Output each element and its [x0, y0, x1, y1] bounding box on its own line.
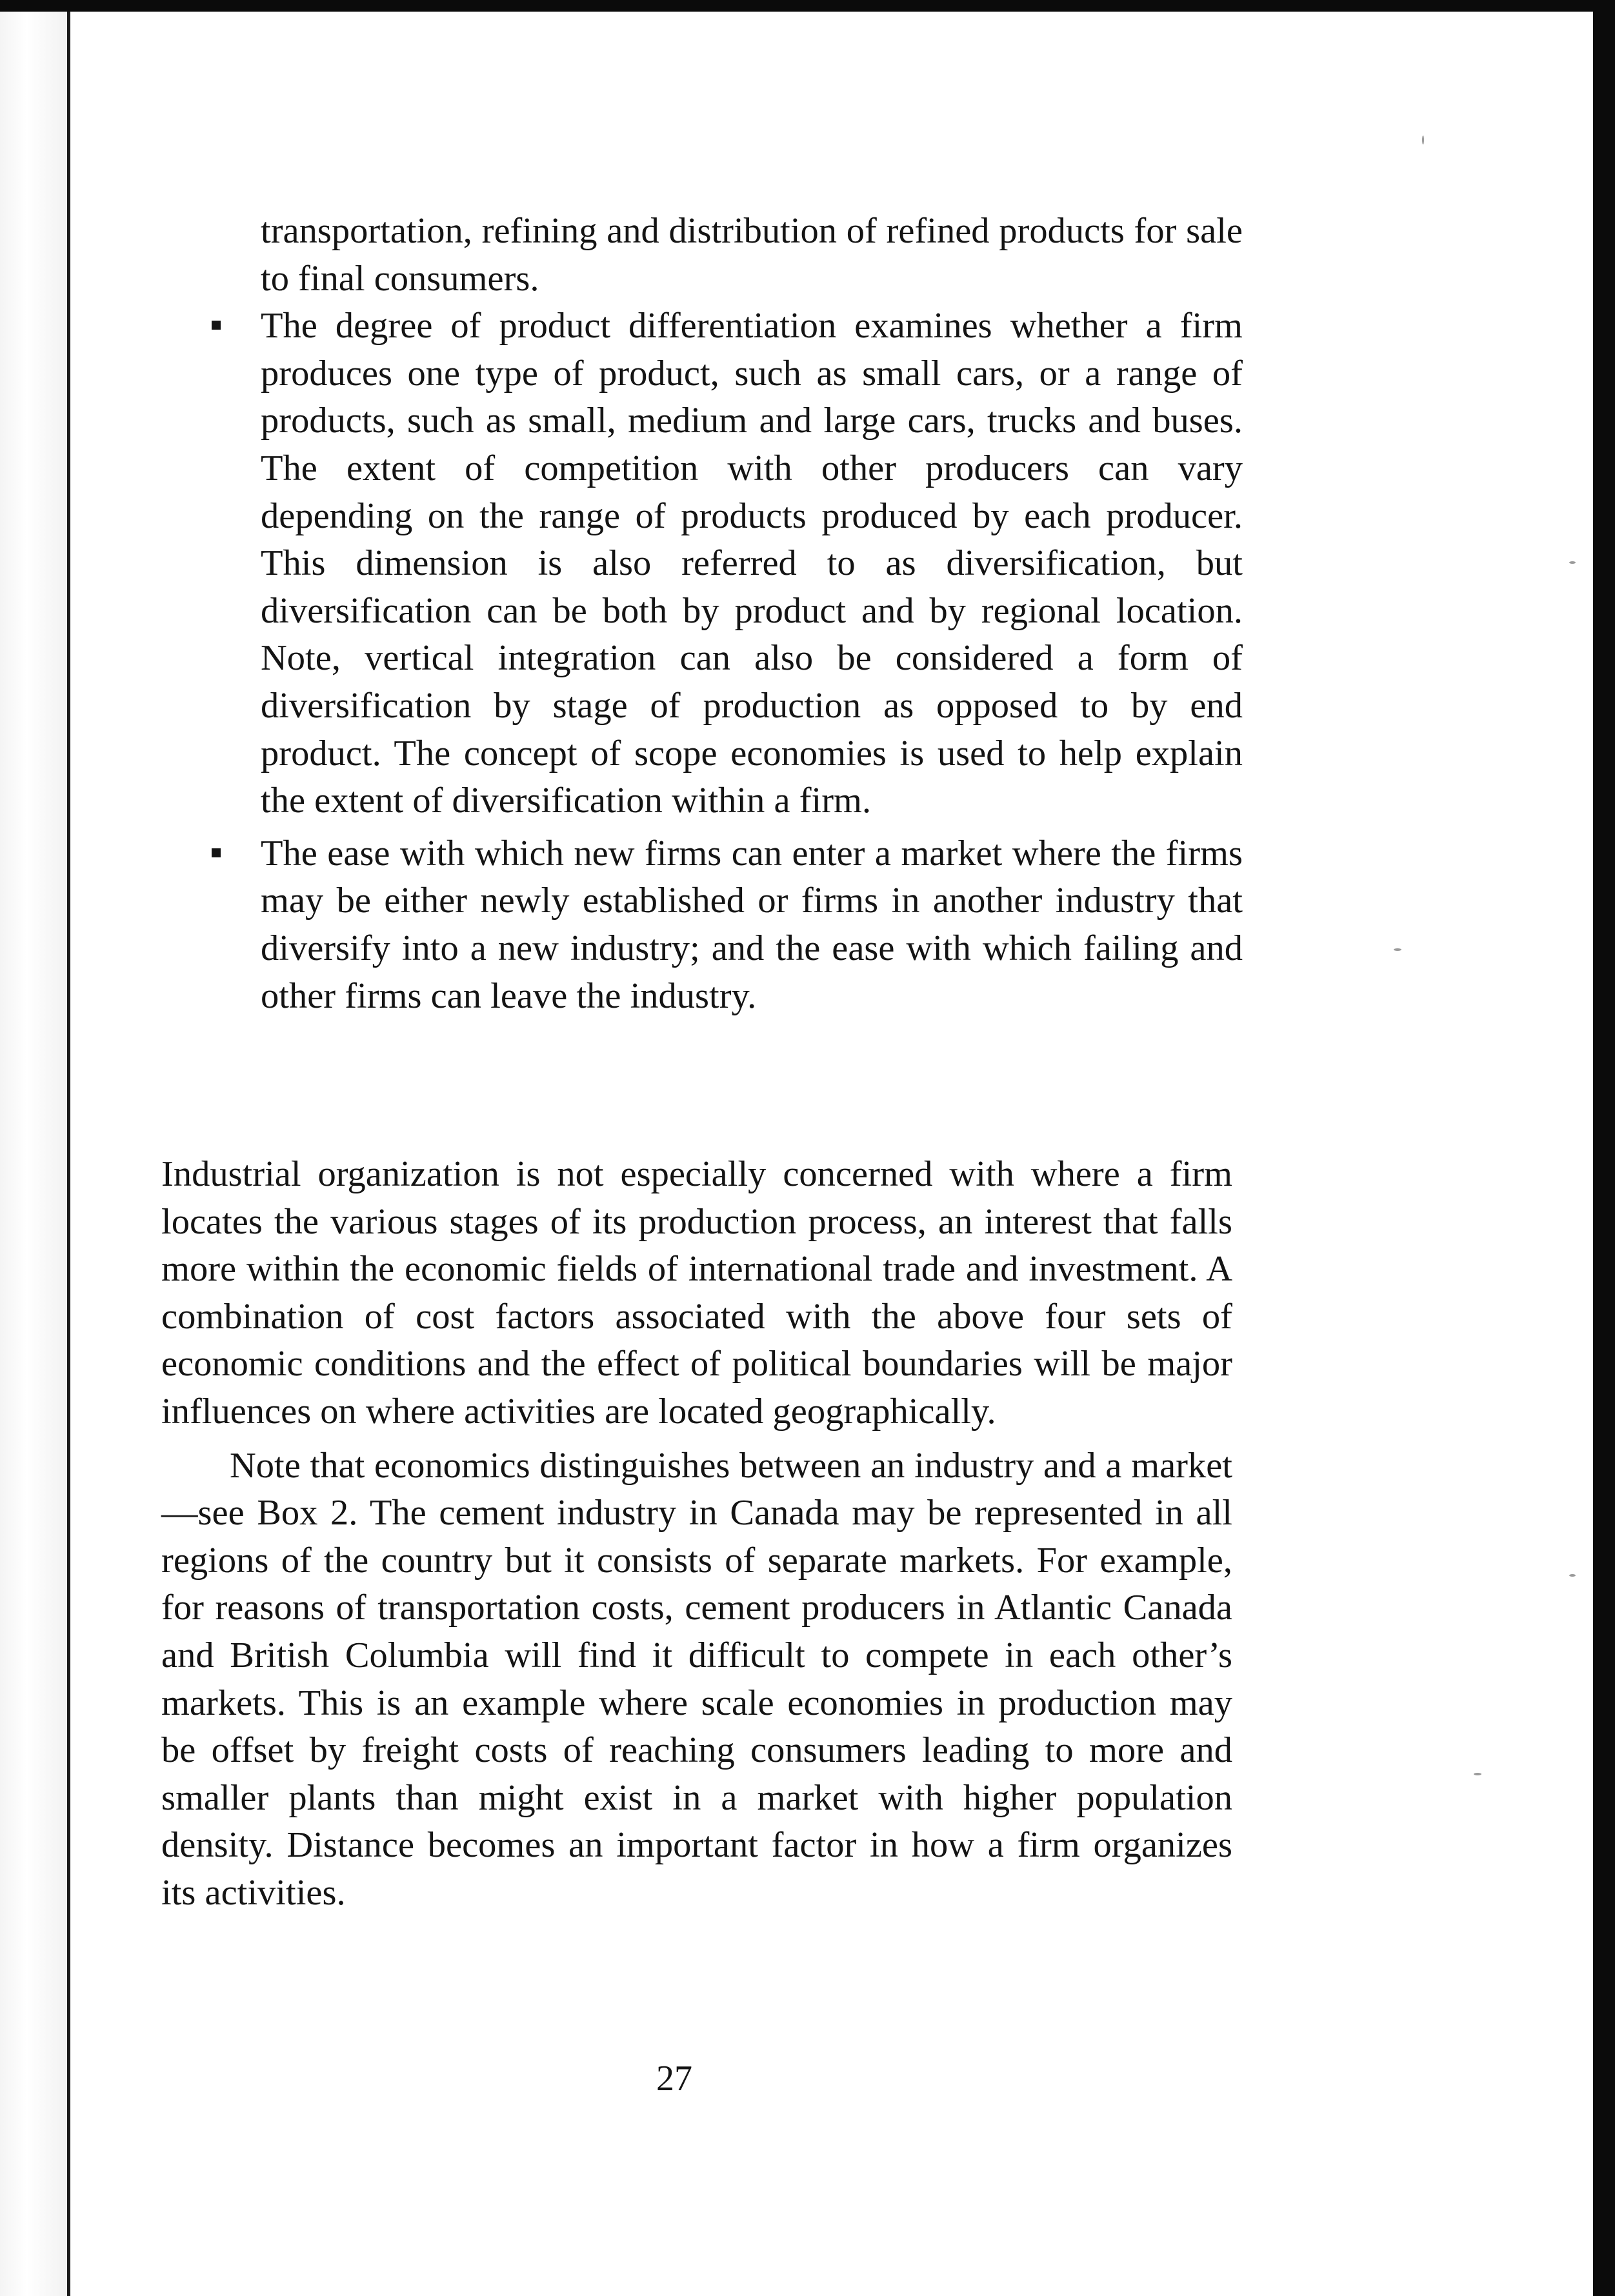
continued-bullet-text: transportation, refining and distribution of refined products for sale to final consumers. [261, 211, 1243, 299]
bullet-list [212, 208, 1243, 1020]
square-bullet-icon [212, 321, 221, 330]
scan-speck [1474, 1773, 1481, 1775]
square-bullet-icon [212, 848, 221, 857]
bullet-item-product-differentiation [212, 303, 1243, 825]
bullet-item-entry-exit [212, 830, 1243, 1020]
paragraph-industrial-organization: Industrial organization is not especially concerned with where a firm locates the various stages of its production process, an interest that falls more within the economic fields of international trade and investment. A combination of cost factors associated with the above four sets of economic conditions and the effect of political boundaries will be major influences on where activities are located geographically. [161, 1154, 1232, 1432]
paragraph-industry-vs-market: Note that economics distinguishes between an industry and a market—see Box 2. The cement industry in Canada may be represented in all regions of the country but it consists of separate markets. For example, for reasons of transportation costs, cement producers in Atlantic Canada and British Columbia will find it difficult to compete in each other’s markets. This is an example where scale economies in production may be offset by freight costs of reaching consumers leading to more and smaller plants than might exist in a market with higher population density. Distance becomes an important factor in how a firm organizes its activities. [161, 1445, 1232, 1913]
page-number: 27 [656, 2059, 692, 2099]
scan-speck [1569, 1574, 1576, 1577]
bullet-text: The ease with which new firms can enter a market where the firms may be either newly established or firms in another industry that diversify into a new industry; and the ease with which failing and other firms can leave the industry. [261, 833, 1243, 1016]
scan-speck [1422, 135, 1424, 145]
scan-speck [1394, 948, 1401, 951]
bullet-text: The degree of product differentiation examines whether a firm produces one type of product, such as small cars, or a range of products, such as small, medium and large cars, trucks and buses. The extent of competition with other producers can vary depending on the range of products produced by each producer. This dimension is also referred to as diversification, but diversification can be both by product and by regional location. Note, vertical integration can also be considered a form of diversification by stage of production as opposed to by end product. The concept of scope economies is used to help explain the extent of diversification within a firm. [261, 306, 1243, 821]
scan-speck [1569, 561, 1576, 564]
body-text [161, 1151, 1232, 1917]
